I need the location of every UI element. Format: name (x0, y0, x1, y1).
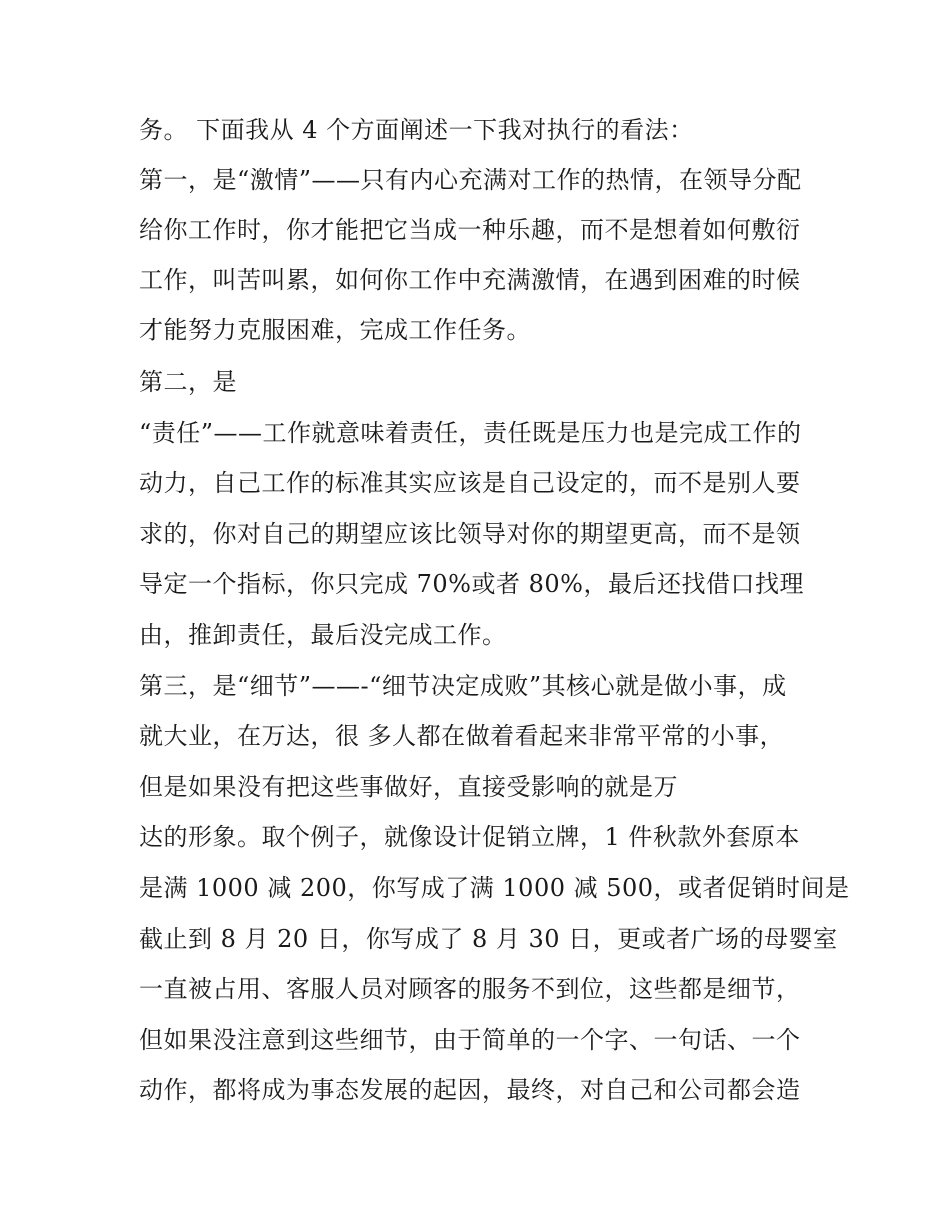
paragraph-line: 第三，是“细节”——-“细节决定成败”其核心就是做小事，成 (139, 672, 787, 700)
paragraph-line: 工作，叫苦叫累，如何你工作中充满激情，在遇到困难的时候 (139, 266, 801, 294)
paragraph-line: 第一，是“激情”——只有内心充满对工作的热情，在领导分配 (139, 166, 802, 194)
paragraph-line: 由，推卸责任，最后没完成工作。 (139, 621, 507, 649)
paragraph-line: 求的，你对自己的期望应该比领导对你的期望更高，而不是领 (139, 520, 801, 548)
paragraph-line: 一直被占用、客服人员对顾客的服务不到位，这些都是细节， (139, 975, 801, 1003)
paragraph-line: 但如果没注意到这些细节，由于简单的一个字、一句话、一个 (139, 1026, 801, 1054)
paragraph-line: 达的形象。取个例子，就像设计促销立牌，1 件秋款外套原本 (139, 823, 800, 851)
paragraph-line: 导定一个指标，你只完成 70%或者 80%，最后还找借口找理 (139, 570, 804, 598)
paragraph-line: 就大业，在万达，很 多人都在做着看起来非常平常的小事， (139, 722, 785, 750)
paragraph-line: 截止到 8 月 20 日，你写成了 8 月 30 日，更或者广场的母婴室 (139, 925, 838, 953)
paragraph-line: 才能努力克服困难，完成工作任务。 (139, 316, 531, 344)
paragraph-line: 给你工作时，你才能把它当成一种乐趣，而不是想着如何敷衍 (139, 216, 801, 244)
paragraph-line: 动力，自己工作的标准其实应该是自己设定的，而不是别人要 (139, 469, 801, 497)
paragraph-line: 动作，都将成为事态发展的起因，最终，对自己和公司都会造 (139, 1076, 801, 1104)
paragraph-line: 是满 1000 减 200，你写成了满 1000 减 500，或者促销时间是 (139, 874, 850, 902)
paragraph-line: 第二，是 (139, 368, 237, 396)
paragraph-line: “责任”——工作就意味着责任，责任既是压力也是完成工作的 (139, 419, 802, 447)
paragraph-line: 务。 下面我从 4 个方面阐述一下我对执行的看法： (139, 116, 694, 144)
paragraph-line: 但是如果没有把这些事做好，直接受影响的就是万 (139, 773, 678, 801)
